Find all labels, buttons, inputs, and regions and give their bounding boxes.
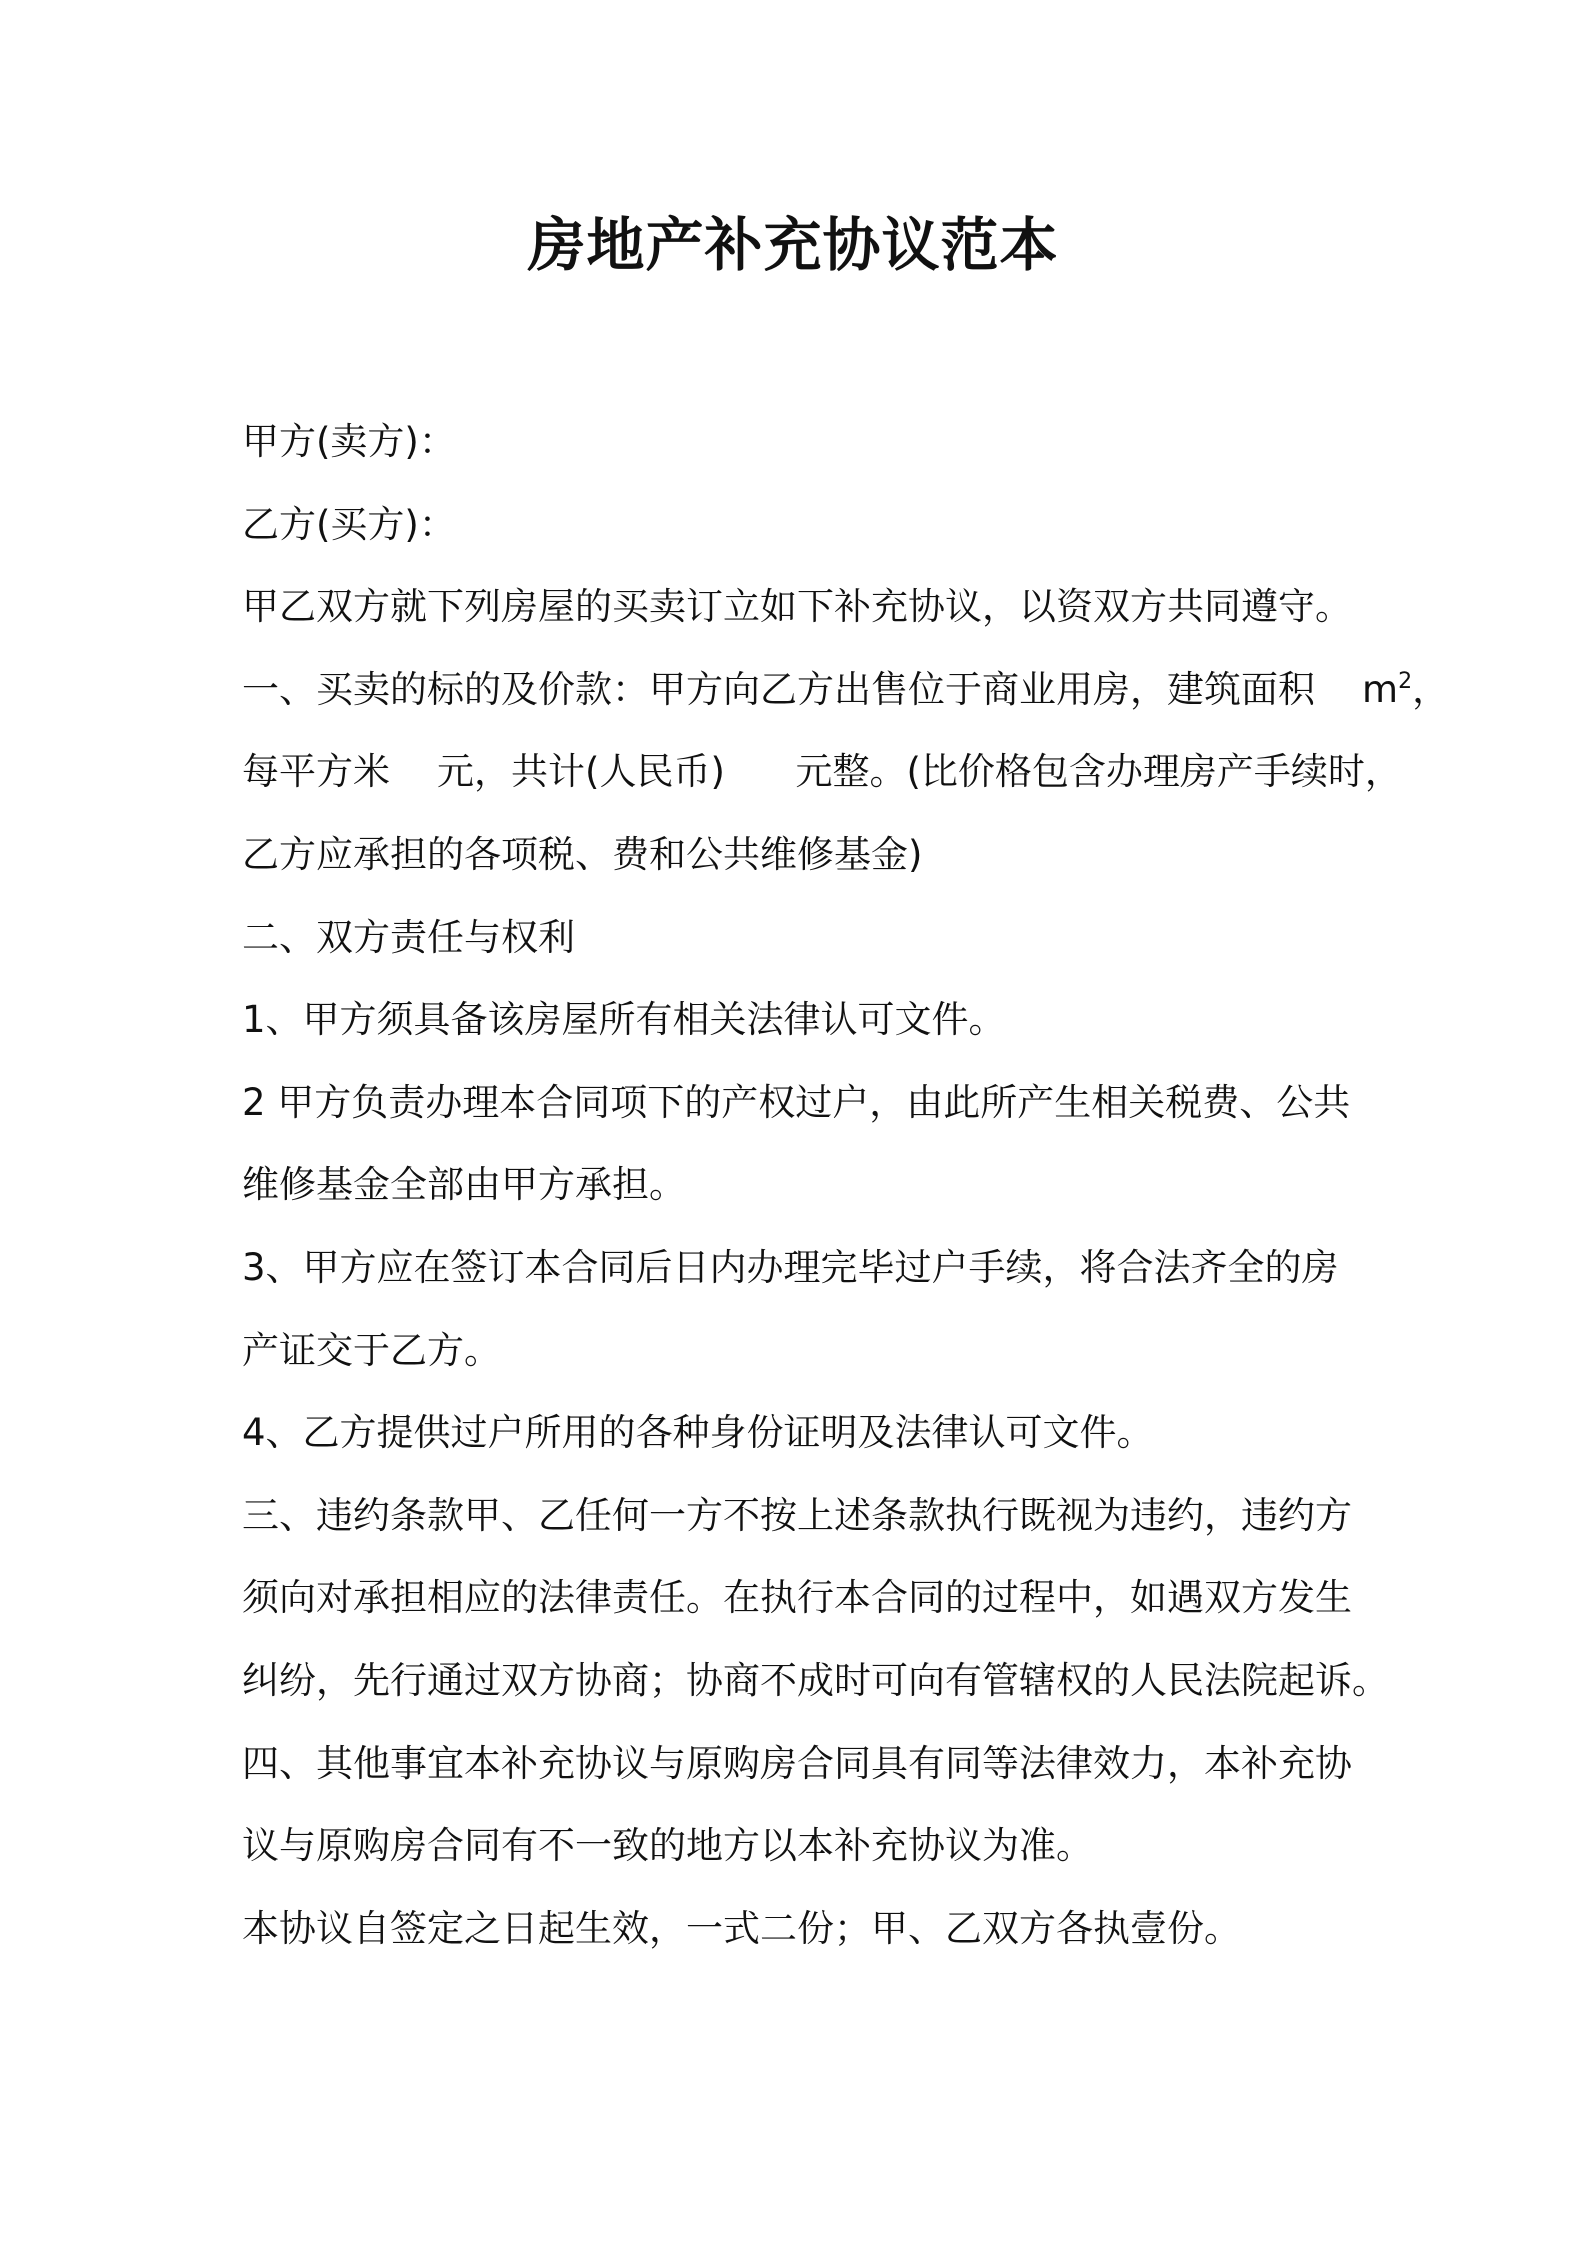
clause-1-line-1: [242, 649, 1450, 732]
intro-paragraph: 甲乙双方就下列房屋的买卖订立如下补充协议，以资双方共同遵守。: [242, 585, 1352, 629]
clause-1-text: 一、买卖的标的及价款：甲方向乙方出售位于商业用房，建筑面积 m: [242, 667, 1399, 711]
clause-1-line-3: 乙方应承担的各项税、费和公共维修基金): [242, 832, 923, 876]
clause-2-item-3-line-1: 3、甲方应在签订本合同后日内办理完毕过户手续，将合法齐全的房: [242, 1245, 1339, 1289]
clause-3-line-3: 纠纷，先行通过双方协商；协商不成时可向有管辖权的人民法院起诉。: [242, 1658, 1389, 1702]
clause-2-heading: 二、双方责任与权利: [242, 915, 575, 959]
party-b-line: 乙方(买方)：: [242, 502, 456, 546]
clause-1-line-2: 每平方米 元，共计(人民币) 元整。(比价格包含办理房产手续时，: [242, 750, 1402, 794]
clause-2-item-4: 4、乙方提供过户所用的各种身份证明及法律认可文件。: [242, 1411, 1154, 1455]
clause-2-item-1: 1、甲方须具备该房屋所有相关法律认可文件。: [242, 998, 1006, 1042]
effective-clause: 本协议自签定之日起生效，一式二份；甲、乙双方各执壹份。: [242, 1906, 1241, 1950]
clause-2-item-2-line-1: 2 甲方负责办理本合同项下的产权过户，由此所产生相关税费、公共: [242, 1080, 1351, 1124]
clause-4-line-1: 四、其他事宜本补充协议与原购房合同具有同等法律效力，本补充协: [242, 1741, 1352, 1785]
clause-3-line-1: 三、违约条款甲、乙任何一方不按上述条款执行既视为违约，违约方: [242, 1493, 1352, 1537]
clause-2-item-2-line-2: 维修基金全部由甲方承担。: [242, 1163, 686, 1207]
clause-3-line-2: 须向对承担相应的法律责任。在执行本合同的过程中，如遇双方发生: [242, 1576, 1352, 1620]
clause-2-item-3-line-2: 产证交于乙方。: [242, 1328, 501, 1372]
clause-1-comma: ，: [1412, 667, 1450, 711]
document-title: 房地产补充协议范本: [527, 211, 1059, 279]
document-body: [242, 401, 1450, 1970]
square-superscript: 2: [1398, 668, 1413, 694]
clause-4-line-2: 议与原购房合同有不一致的地方以本补充协议为准。: [242, 1824, 1093, 1868]
party-a-line: 甲方(卖方)：: [242, 420, 456, 463]
